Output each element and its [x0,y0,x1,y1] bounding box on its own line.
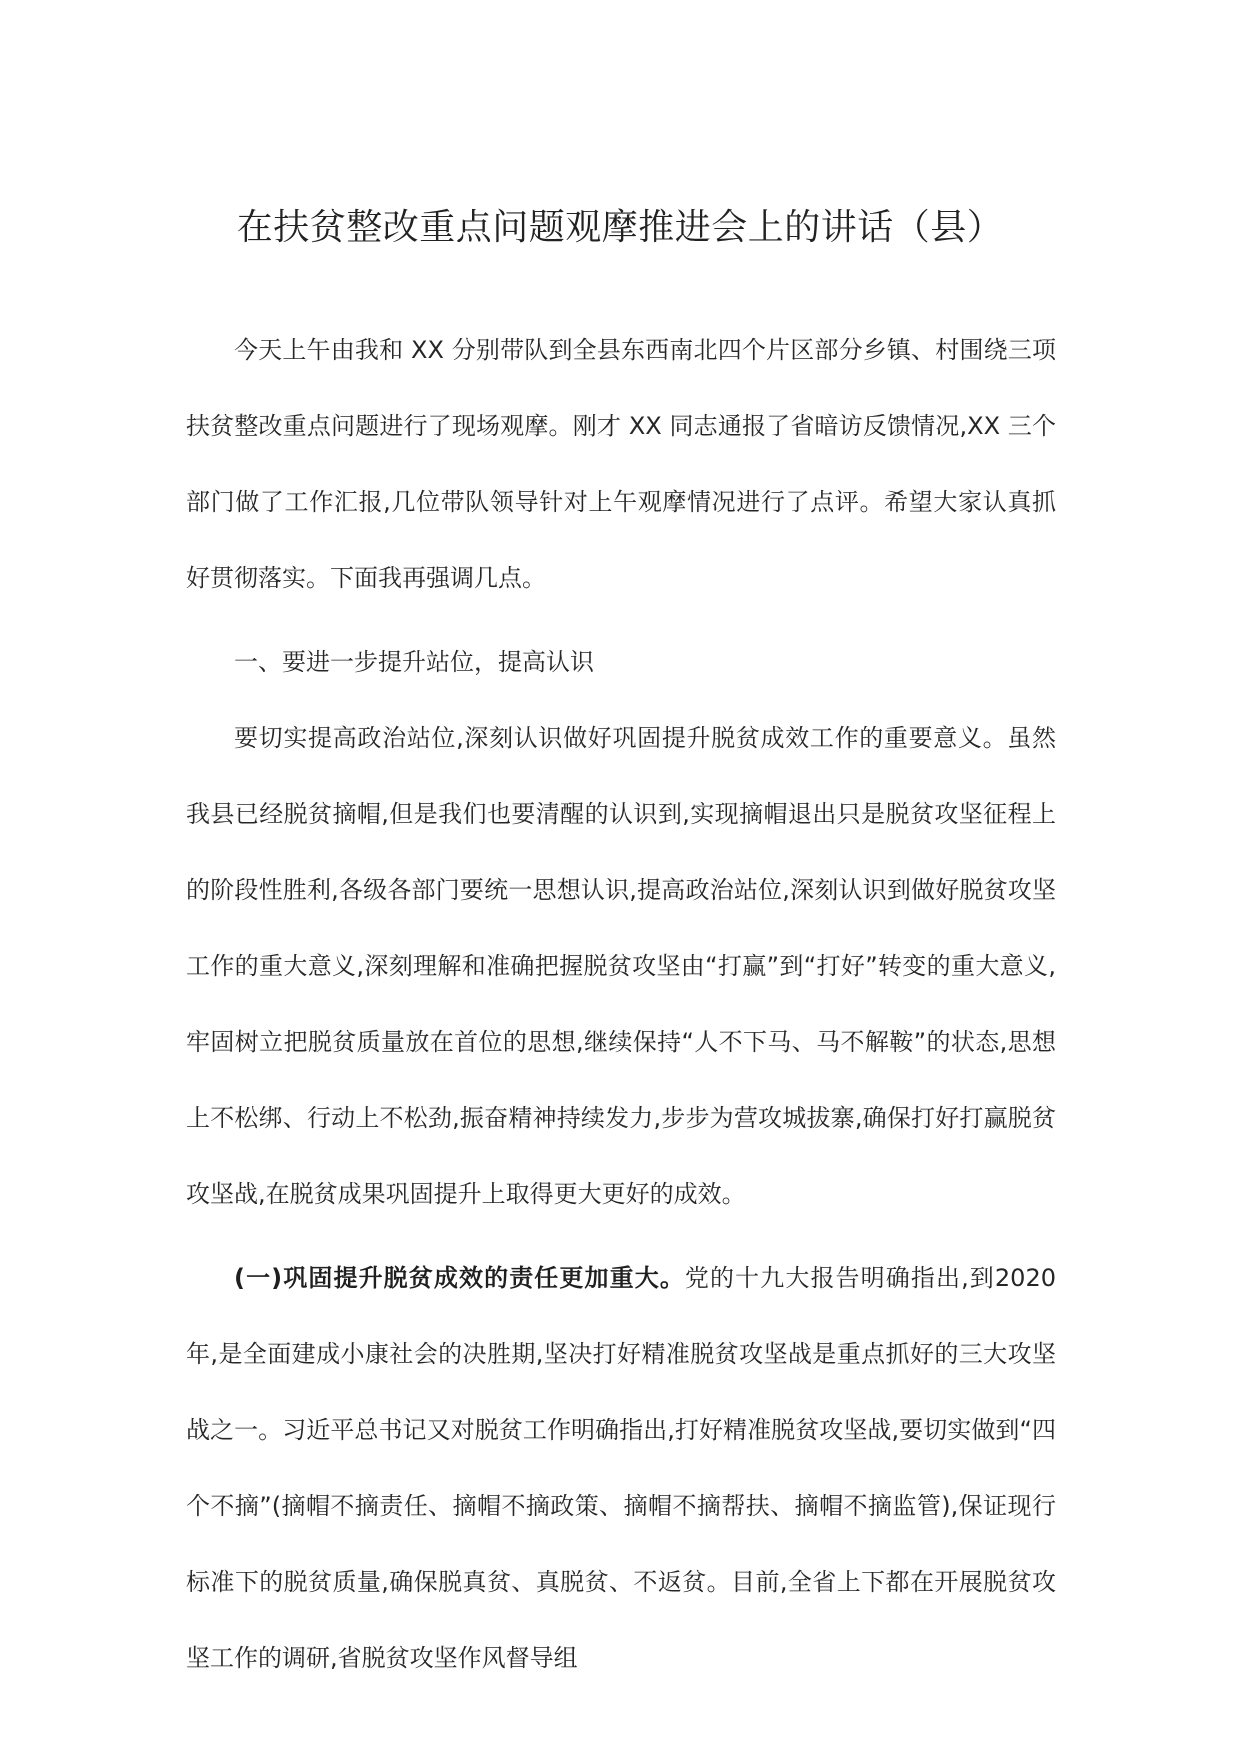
paragraph-political-stance: 要切实提高政治站位,深刻认识做好巩固提升脱贫成效工作的重要意义。虽然我县已经脱贫摘帽,但是我们也要清醒的认识到,实现摘帽退出只是脱贫攻坚征程上的阶段性胜利,各级各部门要统一思想认识,提高政治站位,深刻认识到做好脱贫攻坚工作的重大意义,深刻理解和准确把握脱贫攻坚由“打赢”到“打好”转变的重大意义,牢固树立把脱贫质量放在首位的思想,继续保持“人不下马、马不解鞍”的状态,思想上不松绑、行动上不松劲,振奋精神持续发力,步步为营攻城拔寨,确保打好打赢脱贫攻坚战,在脱贫成果巩固提升上取得更大更好的成效。 [186,724,1056,1208]
document-title: 在扶贫整改重点问题观摩推进会上的讲话（县） [236,207,1004,248]
paragraph-responsibility-body: 党的十九大报告明确指出,到2020 年,是全面建成小康社会的决胜期,坚决打好精准脱贫攻坚战是重点抓好的三大攻坚战之一。习近平总书记又对脱贫工作明确指出,打好精准脱贫攻坚战,要切实做到“四个不摘”(摘帽不摘责任、摘帽不摘政策、摘帽不摘帮扶、摘帽不摘监管),保证现行标准下的脱贫质量,确保脱真贫、真脱贫、不返贫。目前,全省上下都在开展脱贫攻坚工作的调研,省脱贫攻坚作风督导组 [186,1264,1056,1672]
section-heading-1: 一、要进一步提升站位，提高认识 [234,648,594,676]
paragraph-intro: 今天上午由我和 XX 分别带队到全县东西南北四个片区部分乡镇、村围绕三项扶贫整改重点问题进行了现场观摩。刚才 XX 同志通报了省暗访反馈情况,XX 三个部门做了工作汇报,几位带队领导针对上午观摩情况进行了点评。希望大家认真抓好贯彻落实。下面我再强调几点。 [186,336,1056,592]
document-body [186,312,1056,1704]
subsection-heading-1: (一)巩固提升脱贫成效的责任更加重大。 [234,1264,685,1292]
paragraph-responsibility [186,1240,1056,1696]
